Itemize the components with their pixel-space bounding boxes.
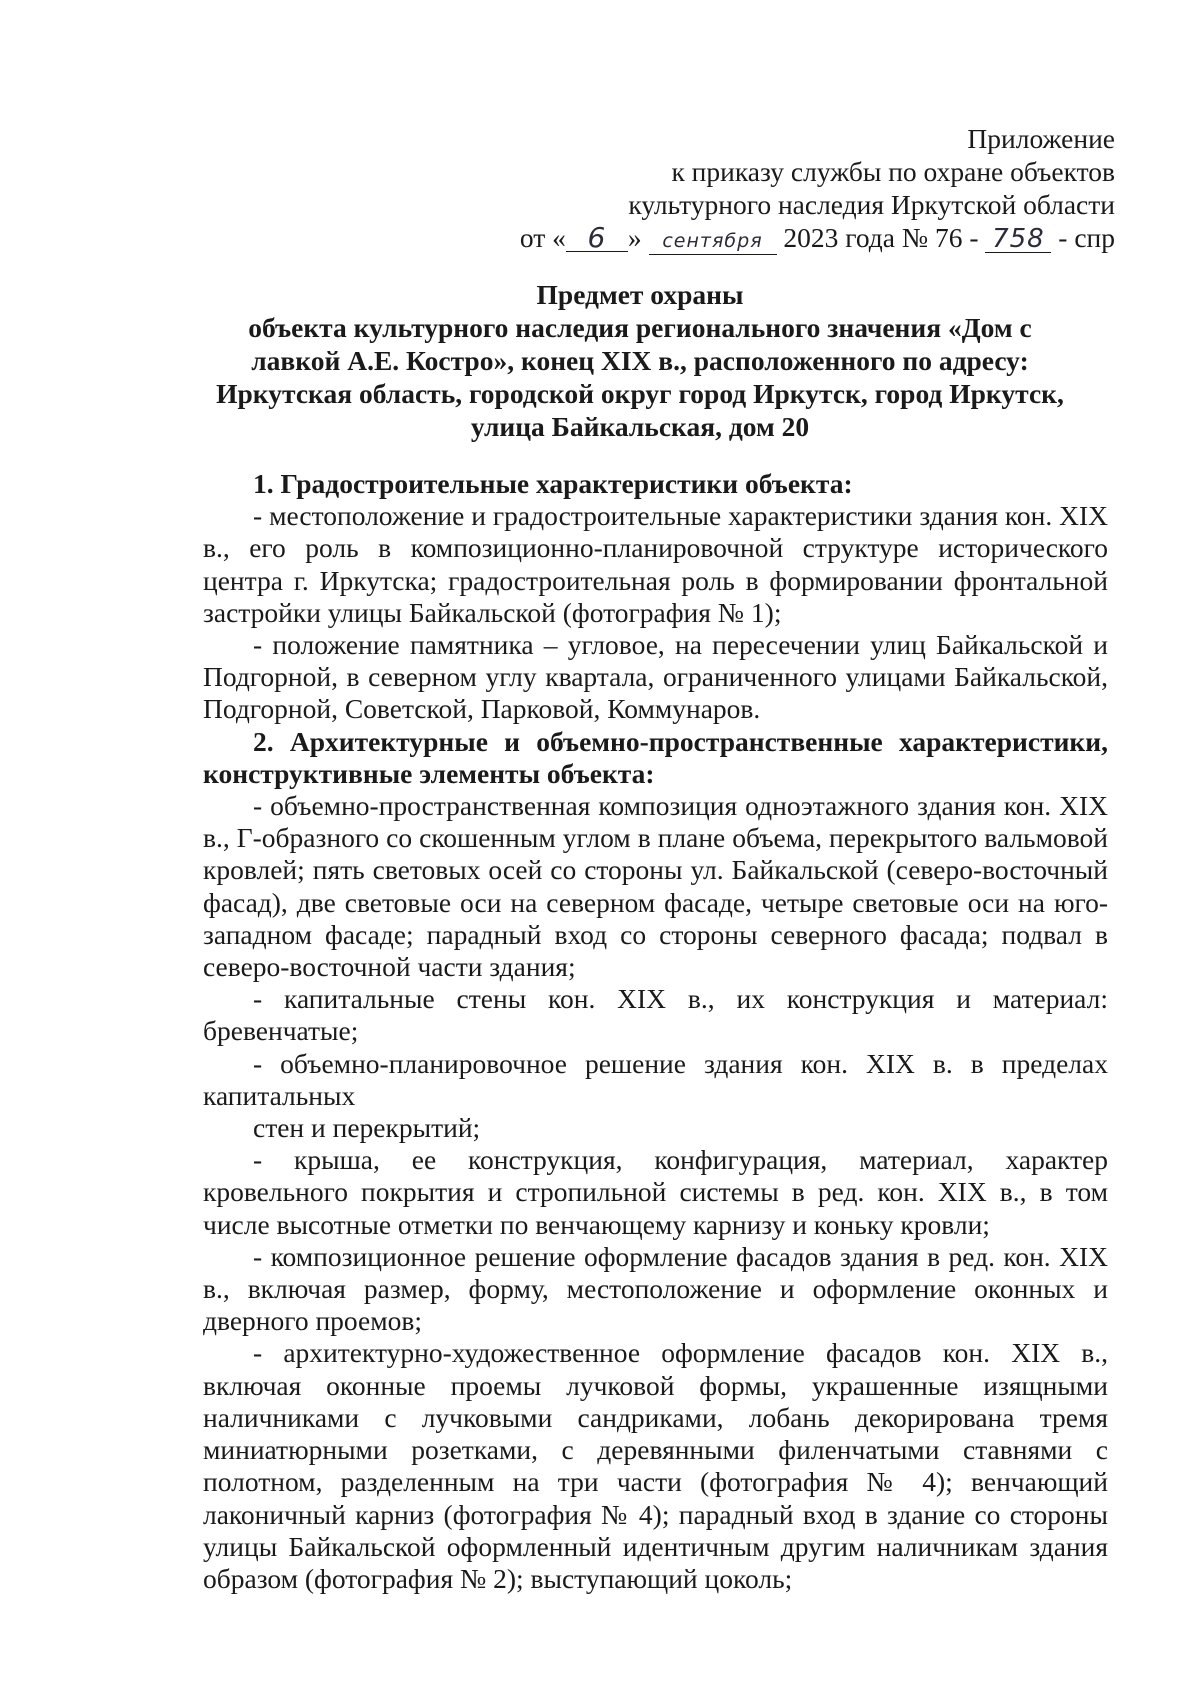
authority-name: культурного наследия Иркутской области — [628, 189, 1115, 220]
section-2-paragraph-2: - капитальные стены кон. XIX в., их конструкция и материал: бревенчатые; — [203, 983, 1108, 1047]
date-prefix: от « — [519, 222, 566, 253]
section-2-paragraph-3-continuation: стен и перекрытий; — [253, 1112, 481, 1144]
title-line-3: лавкой А.Е. Костро», конец XIX в., расположенного по адресу: — [251, 345, 1029, 376]
section-2-paragraph-5: - композиционное решение оформление фасадов здания в ред. кон. XIX в., включая размер, форму, местоположение и оформление оконных и дверного проемов; — [203, 1240, 1108, 1337]
section-1-paragraph-1: - местоположение и градостроительные характеристики здания кон. XIX в., его роль в композиционно-планировочной структуре исторического центра г. Иркутска; градостроительная роль в формировании фронтальной застройки улицы Байкальской (фотография № 1); — [203, 500, 1108, 628]
number-suffix: - спр — [1051, 222, 1115, 253]
title-line-2: объекта культурного наследия регионального значения «Дом с — [248, 312, 1032, 343]
handwritten-day: 6 — [566, 225, 628, 252]
order-date-line — [415, 221, 1115, 255]
section-2-paragraph-3: - объемно-планировочное решение здания кон. XIX в. в пределах капитальных — [203, 1047, 1108, 1111]
section-2-paragraph-1: - объемно-пространственная композиция одноэтажного здания кон. XIX в., Г-образного со скошенным углом в плане объема, перекрытого вальмовой кровлей; пять световых осей со стороны ул. Байкальской (северо-восточный фасад), две световые оси на северном фасаде, четыре световые оси на юго-западном фасаде; парадный вход со стороны северного фасада; подвал в северо-восточной части здания; — [203, 790, 1108, 983]
document-body — [203, 468, 1108, 1595]
section-2-heading: 2. Архитектурные и объемно-пространственные характеристики, конструктивные элементы объекта: — [203, 725, 1108, 789]
date-mid: » — [627, 222, 649, 253]
handwritten-number: 758 — [985, 226, 1051, 253]
section-2-paragraph-6: - архитектурно-художественное оформление фасадов кон. XIX в., включая оконные проемы лучковой формы, украшенные изящными наличниками с лучковыми сандриками, лобань декорирована тремя миниатюрными розетками, с деревянными филенчатыми ставнями с полотном, разделенным на три части (фотография № 4); венчающий лаконичный карниз (фотография № 4); парадный вход в здание со стороны улицы Байкальской оформленный идентичным другим наличникам здания образом (фотография № 2); выступающий цоколь; — [203, 1337, 1108, 1594]
section-2-paragraph-4: - крыша, ее конструкция, конфигурация, материал, характер кровельного покрытия и стропильной системы в ред. кон. XIX в., в том числе высотные отметки по венчающему карнизу и коньку кровли; — [203, 1144, 1108, 1240]
section-1-paragraph-2: - положение памятника – угловое, на пересечении улиц Байкальской и Подгорной, в северном углу квартала, ограниченного улицами Байкальской, Подгорной, Советской, Парковой, Коммунаров. — [203, 629, 1108, 725]
title-line-1: Предмет охраны — [536, 279, 744, 310]
section-1-heading: 1. Градостроительные характеристики объекта: — [253, 468, 853, 499]
appendix-header — [415, 122, 1115, 255]
title-line-5: улица Байкальская, дом 20 — [470, 411, 810, 442]
date-suffix: 2023 года № 76 - — [776, 222, 986, 253]
order-reference: к приказу службы по охране объектов — [671, 156, 1115, 187]
appendix-label: Приложение — [967, 123, 1115, 154]
title-line-4: Иркутская область, городской округ город Иркутск, город Иркутск, — [216, 378, 1064, 409]
document-title — [200, 278, 1080, 443]
handwritten-month: сентября — [649, 228, 777, 255]
